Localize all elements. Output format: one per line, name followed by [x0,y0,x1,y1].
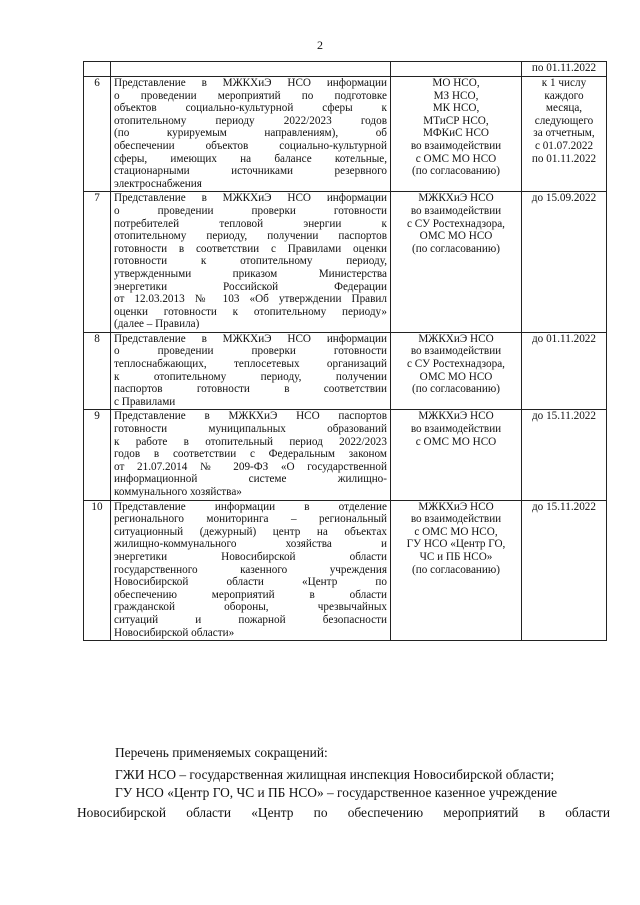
deadline-line: по 01.11.2022 [531,152,597,165]
abbreviation-center-go-cont: Новосибирской области «Центр по обеспечению мероприятий в области [77,805,610,820]
table-row-continuation [84,62,607,77]
responsible-line: с ОМС МО НСО, [414,525,498,538]
description-line: к работе в отопительный период 2022/2023 [114,435,387,448]
description-line: от 21.07.2014 № 209-ФЗ «О государственной [114,460,387,473]
description-line: Представление в МЖКХиЭ НСО информации [114,332,387,345]
responsible-line: МК НСО, [432,102,480,115]
description-line: утвержденными приказом Министерства [114,267,387,280]
description-line: готовности муниципальных образований [114,423,387,436]
deadline-line: месяца, [545,102,583,115]
responsible-parties [391,500,522,641]
event-description [111,332,391,410]
description-line: жилищно-коммунального хозяйства и [114,538,387,551]
table-row [84,410,607,500]
row-number: 6 [84,77,111,192]
event-description [111,410,391,500]
responsible-line: МЖКХиЭ НСО [418,192,494,205]
event-description [111,192,391,333]
responsible-parties [391,332,522,410]
description-line: регионального мониторинга – региональный [114,513,387,526]
deadline-line: к 1 числу [541,77,587,89]
description-line: коммунального хозяйства» [114,486,242,498]
description-line: от 12.03.2013 № 103 «Об утверждении Правил [114,293,387,306]
responsible-line: с СУ Ростехнадзора, [407,358,505,371]
responsible-parties [391,77,522,192]
description-line: объектов социально-культурной сферы к [114,102,387,115]
description-line: (по курируемым направлениям), об [114,127,387,140]
deadline-line: с 01.07.2022 [534,139,594,152]
description-line: готовности к отопительному периоду, [114,255,387,268]
description-line: государственного казенного учреждения [114,563,387,576]
responsible-line: во взаимодействии [410,204,502,217]
description-line: Представление в МЖКХиЭ НСО информации [114,77,387,89]
deadline-line: до 01.11.2022 [531,332,596,345]
event-description [111,77,391,192]
deadline [522,192,607,333]
description-line: энергетики Российской Федерации [114,280,387,293]
responsible-line: ЧС и ПБ НСО» [419,550,493,563]
table-row [84,192,607,333]
continuation-date: по 01.11.2022 [522,62,607,77]
description-line: ситуаций и пожарной безопасности [114,613,387,626]
description-line: информационной системе жилищно- [114,473,387,486]
description-line: обеспечении объектов социально-культурной [114,139,387,152]
description-line: паспортов готовности в соответствии [114,383,387,396]
description-line: к отопительному периоду, получении [114,370,387,383]
abbreviation-gzhi: ГЖИ НСО – государственная жилищная инспекция Новосибирской области; [115,767,555,782]
description-line: ситуационный (дежурный) центр на объектах [114,525,387,538]
deadline-line: до 15.11.2022 [531,500,596,513]
responsible-line: с ОМС МО НСО [415,152,497,165]
description-line: Представление в МЖКХиЭ НСО информации [114,192,387,205]
row-number: 7 [84,192,111,333]
responsible-line: МТиСР НСО, [423,114,489,127]
table-row [84,332,607,410]
table-row [84,500,607,641]
responsible-line: с ОМС МО НСО [415,435,497,448]
responsible-line: (по согласованию) [412,242,500,255]
page-number: 2 [317,38,323,52]
responsible-line: (по согласованию) [412,383,500,396]
description-line: Новосибирской области» [114,626,235,639]
description-line: Новосибирской области «Центр по [114,576,387,589]
description-line: с Правилами [114,395,176,408]
responsible-parties [391,410,522,500]
description-line: о проведении проверки готовности [114,345,387,358]
responsible-line: во взаимодействии [410,423,502,436]
abbreviations-heading: Перечень применяемых сокращений: [115,745,328,760]
description-line: Представление в МЖКХиЭ НСО паспортов [114,410,387,423]
responsible-line: ОМС МО НСО [419,230,493,243]
responsible-line: во взаимодействии [410,139,502,152]
responsible-line: во взаимодействии [410,513,502,526]
description-line: о проведении мероприятий по подготовке [114,89,387,102]
description-line: стационарными источниками резервного [114,165,387,178]
deadline-line: до 15.11.2022 [531,410,596,423]
description-line: о проведении проверки готовности [114,204,387,217]
deadline [522,500,607,641]
deadline-line: до 15.09.2022 [531,192,597,205]
description-line: годов в соответствии с Федеральным законом [114,448,387,461]
description-line: теплоснабжающих, теплосетевых организаций [114,358,387,371]
row-number: 9 [84,410,111,500]
description-line: отопительному периоду 2022/2023 годов [114,114,387,127]
responsible-line: ОМС МО НСО [419,370,493,383]
description-line: сферы, имеющих на балансе котельные, [114,152,387,165]
description-line: потребителей тепловой энергии к [114,217,387,230]
responsible-line: МФКиС НСО [423,127,489,140]
deadline-line: следующего [534,114,594,127]
description-line: Представление информации в отделение [114,500,387,513]
deadline-line: за отчетным, [533,127,595,140]
deadline-line: каждого [544,89,584,102]
description-line: оценки готовности к отопительному периоду» [114,305,387,318]
responsible-line: (по согласованию) [412,563,500,576]
description-line: готовности в соответствии с Правилами оценки [114,242,387,255]
table-row [84,77,607,192]
row-number: 8 [84,332,111,410]
responsible-line: (по согласованию) [412,165,500,178]
deadline [522,410,607,500]
description-line: электроснабжения [114,177,202,190]
abbreviation-center-go: ГУ НСО «Центр ГО, ЧС и ПБ НСО» – государственное казенное учреждение [115,785,558,800]
responsible-line: МЖКХиЭ НСО [418,332,494,345]
event-description [111,500,391,641]
responsible-line: МО НСО, [432,77,480,89]
description-line: (далее – Правила) [114,318,200,331]
responsible-line: МЖКХиЭ НСО [418,410,494,423]
responsible-parties [391,192,522,333]
events-table [83,61,607,641]
deadline [522,77,607,192]
row-number: 10 [84,500,111,641]
description-line: гражданской обороны, чрезвычайных [114,601,387,614]
responsible-line: МЖКХиЭ НСО [418,500,494,513]
responsible-line: во взаимодействии [410,345,502,358]
responsible-line: МЗ НСО, [433,89,479,102]
responsible-line: с СУ Ростехнадзора, [407,217,505,230]
description-line: энергетики Новосибирской области [114,550,387,563]
description-line: обеспечению мероприятий в области [114,588,387,601]
responsible-line: ГУ НСО «Центр ГО, [406,538,506,551]
description-line: отопительному периоду, получении паспортов [114,230,387,243]
deadline [522,332,607,410]
